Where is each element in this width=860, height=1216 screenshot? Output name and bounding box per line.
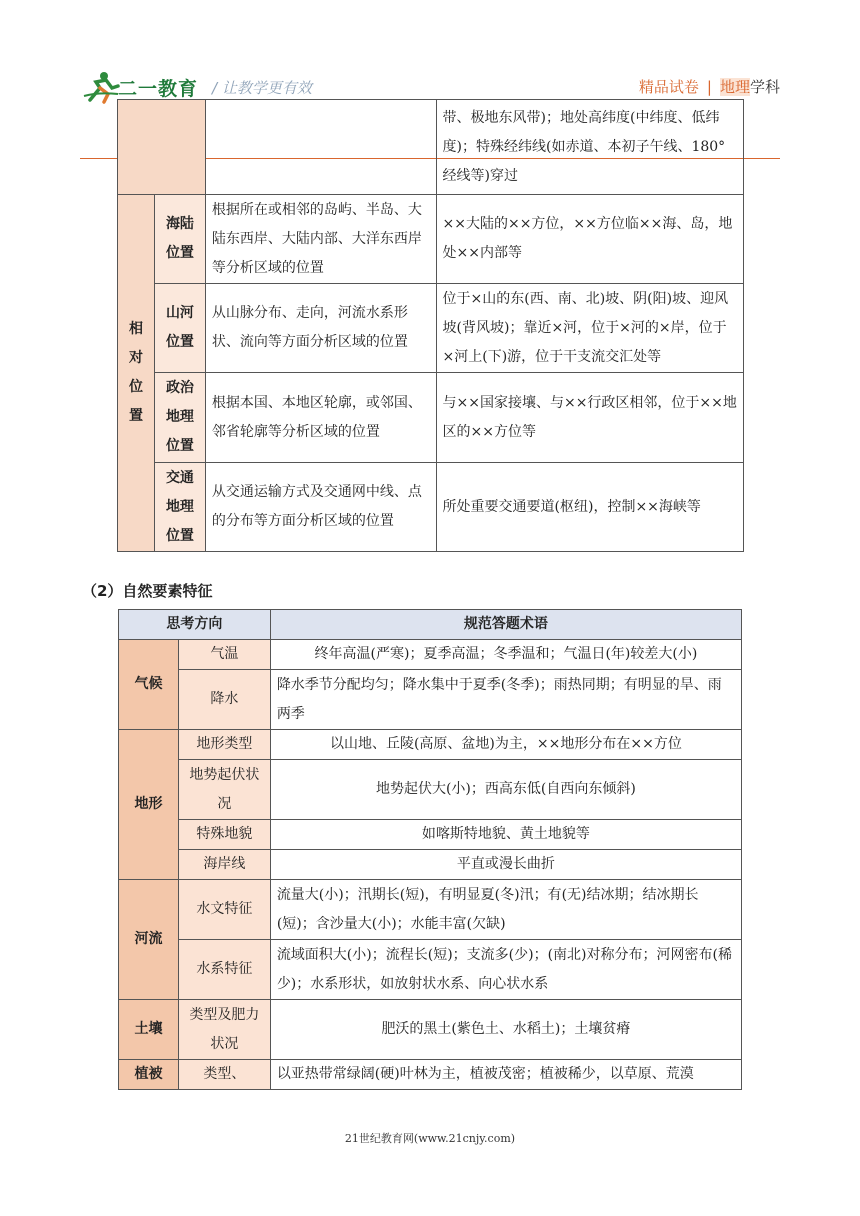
sub-soil-type: 类型及肥力状况 (178, 1000, 270, 1060)
row-method: 从交通运输方式及交通网中线、点的分布等方面分析区域的位置 (205, 463, 436, 552)
table1-top-empty-method (205, 100, 436, 195)
text-relief: 地势起伏大(小)；西高东低(自西向东倾斜) (270, 760, 741, 820)
category-climate: 气候 (119, 640, 179, 730)
row-label: 山河位置 (154, 284, 205, 373)
brand-discipline: 学科 (749, 78, 780, 96)
header-thinking-direction: 思考方向 (119, 610, 271, 640)
category-soil: 土壤 (119, 1000, 179, 1060)
brand-label (639, 76, 780, 97)
row-answer: 位于×山的东(西、南、北)坡、阴(阳)坡、迎风坡(背风坡)；靠近×河，位于×河的×岸，位于×河上(下)游，位于干支流交汇处等 (436, 284, 743, 373)
text-special-landform: 如喀斯特地貌、黄土地貌等 (270, 820, 741, 850)
brand-subject: 地理 (719, 78, 750, 96)
table1-top-text: 带、极地东风带)；地处高纬度(中纬度、低纬度)；特殊经纬线(如赤道、本初子午线、180°经线等)穿过 (436, 100, 743, 195)
location-table (117, 99, 744, 552)
brand-separator: | (706, 78, 712, 96)
natural-features-table (118, 609, 742, 1090)
section-title: （2）自然要素特征 (82, 582, 213, 600)
text-precipitation: 降水季节分配均匀；降水集中于夏季(冬季)；雨热同期；有明显的旱、雨两季 (270, 670, 741, 730)
sub-relief: 地势起伏状况 (178, 760, 270, 820)
text-vegetation-type: 以亚热带常绿阔(硬)叶林为主，植被茂密；植被稀少，以草原、荒漠 (270, 1060, 741, 1090)
sub-coastline: 海岸线 (178, 850, 270, 880)
sub-landform-type: 地形类型 (178, 730, 270, 760)
row-answer: 所处重要交通要道(枢纽)，控制××海峡等 (436, 463, 743, 552)
text-temperature: 终年高温(严寒)；夏季高温；冬季温和；气温日(年)较差大(小) (270, 640, 741, 670)
row-answer: 与××国家接壤、与××行政区相邻，位于××地区的××方位等 (436, 373, 743, 463)
row-label: 政治地理位置 (154, 373, 205, 463)
page-footer: 21世纪教育网(www.21cnjy.com) (344, 1132, 516, 1145)
sub-river-system: 水系特征 (178, 940, 270, 1000)
row-answer: ××大陆的××方位，××方位临××海、岛，地处××内部等 (436, 195, 743, 284)
category-river: 河流 (119, 880, 179, 1000)
group-label-relative-location: 相对位置 (118, 195, 155, 552)
sub-precipitation: 降水 (178, 670, 270, 730)
sub-vegetation-type: 类型、 (178, 1060, 270, 1090)
text-landform-type: 以山地、丘陵(高原、盆地)为主，××地形分布在××方位 (270, 730, 741, 760)
row-label: 交通地理位置 (154, 463, 205, 552)
logo-text: 二一教育 (118, 78, 199, 100)
slogan: / 让教学更有效 (212, 79, 312, 97)
text-soil-type: 肥沃的黑土(紫色土、水稻土)；土壤贫瘠 (270, 1000, 741, 1060)
text-hydrology: 流量大(小)；汛期长(短)，有明显夏(冬)汛；有(无)结冰期；结冰期长(短)；含沙量大(小)；水能丰富(欠缺) (270, 880, 741, 940)
row-label: 海陆位置 (154, 195, 205, 284)
row-method: 从山脉分布、走向，河流水系形状、流向等方面分析区域的位置 (205, 284, 436, 373)
category-terrain: 地形 (119, 730, 179, 880)
text-coastline: 平直或漫长曲折 (270, 850, 741, 880)
table1-top-empty (118, 100, 206, 195)
text-river-system: 流域面积大(小)；流程长(短)；支流多(少)；(南北)对称分布；河网密布(稀少)；水系形状，如放射状水系、向心状水系 (270, 940, 741, 1000)
sub-special-landform: 特殊地貌 (178, 820, 270, 850)
sub-hydrology: 水文特征 (178, 880, 270, 940)
header-standard-terms: 规范答题术语 (270, 610, 741, 640)
brand-left: 精品试卷 (638, 78, 699, 96)
row-method: 根据所在或相邻的岛屿、半岛、大陆东西岸、大陆内部、大洋东西岸等分析区域的位置 (205, 195, 436, 284)
category-vegetation: 植被 (119, 1060, 179, 1090)
row-method: 根据本国、本地区轮廓，或邻国、邻省轮廓等分析区域的位置 (205, 373, 436, 463)
sub-temperature: 气温 (178, 640, 270, 670)
